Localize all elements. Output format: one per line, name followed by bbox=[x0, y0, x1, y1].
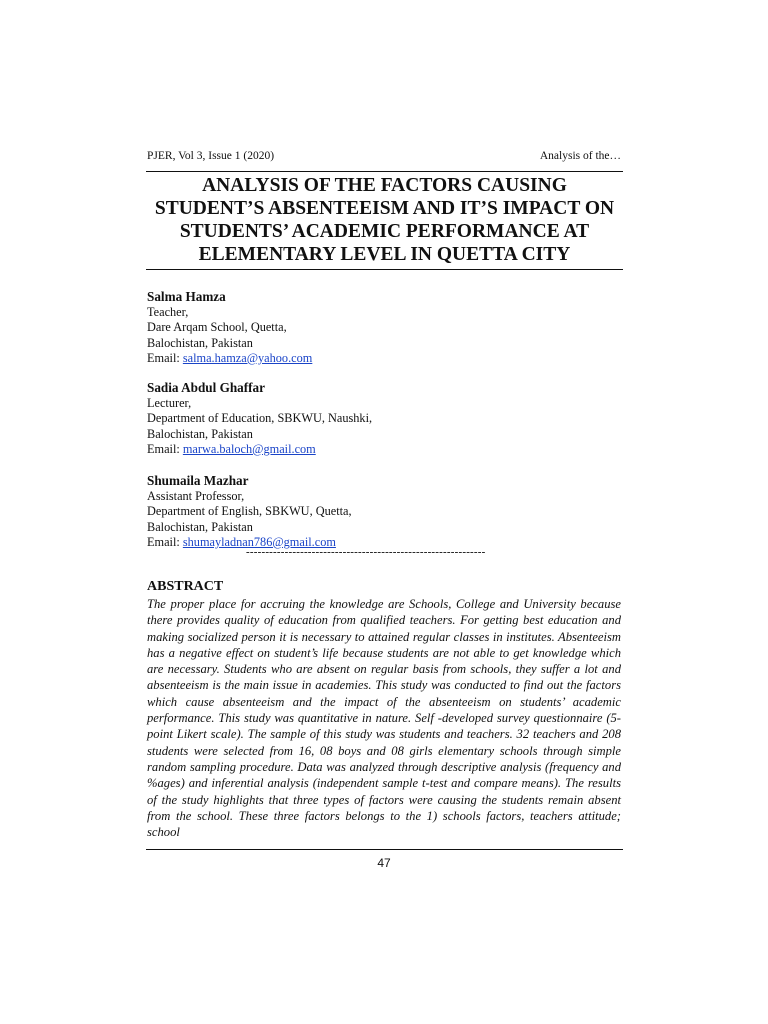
author-name: Salma Hamza bbox=[147, 289, 226, 304]
running-title: Analysis of the… bbox=[539, 150, 621, 162]
abstract-text: The proper place for accruing the knowledge are Schools, College and University because there provides quality of education from qualified teachers. For getting best education and making socialized person it is necessary to attained regular classes in institutes. Absenteeism has a negative effect on student’s life because students are not able to get knowledge which are necessary. Students who are absent on regular basis from schools, they suffer a lot and absenteeism is the main issue in academies. This study was conducted to find out the factors which cause absenteeism and the impact of the absenteeism on students’ academic performance. This study was quantitative in nature. Self -developed survey questionnaire (5-point Likert scale). The sample of this study was students and teachers. 32 teachers and 208 students were selected from 16, 08 boys and 08 girls elementary schools through simple random sampling procedure. Data was analyzed through descriptive analysis (frequency and %ages) and inferential analysis (independent sample t-test and compare means). The results of the study highlights that three types of factors were causing the students remain absent from the school. These three factors belongs to the 1) schools factors, teachers attitude; school bbox=[147, 597, 621, 840]
author-email-link[interactable]: marwa.baloch@gmail.com bbox=[182, 441, 316, 456]
author-name: Shumaila Mazhar bbox=[147, 473, 249, 488]
author-role: Lecturer, bbox=[147, 396, 192, 411]
footer-rule bbox=[146, 849, 623, 850]
author-block bbox=[147, 380, 621, 457]
author-affiliation: Dare Arqam School, Quetta, bbox=[147, 320, 287, 335]
author-block bbox=[147, 289, 621, 366]
author-role: Teacher, bbox=[147, 305, 189, 320]
email-label: Email: bbox=[147, 441, 183, 456]
author-affiliation: Department of English, SBKWU, Quetta, bbox=[147, 504, 352, 519]
title-bottom-rule bbox=[146, 269, 623, 270]
author-affiliation: Department of Education, SBKWU, Naushki, bbox=[147, 411, 373, 426]
author-location: Balochistan, Pakistan bbox=[147, 335, 253, 350]
author-email-line bbox=[147, 442, 621, 457]
author-block bbox=[147, 473, 621, 550]
dashed-separator: -------------------------------------------------------------- bbox=[246, 546, 486, 558]
title-top-rule bbox=[146, 171, 623, 172]
page-number: 47 bbox=[377, 856, 391, 870]
author-email-link[interactable]: shumayladnan786@gmail.com bbox=[182, 534, 336, 549]
paper-title: ANALYSIS OF THE FACTORS CAUSING STUDENT’S ABSENTEEISM AND IT’S IMPACT ON STUDENTS’ ACADEMIC PERFORMANCE AT ELEMENTARY LEVEL IN QUETTA CITY bbox=[154, 175, 615, 265]
journal-citation: PJER, Vol 3, Issue 1 (2020) bbox=[147, 150, 275, 162]
abstract-heading: ABSTRACT bbox=[147, 579, 224, 594]
email-label: Email: bbox=[147, 534, 183, 549]
author-location: Balochistan, Pakistan bbox=[147, 426, 253, 441]
running-header bbox=[147, 150, 621, 162]
author-role: Assistant Professor, bbox=[147, 489, 245, 504]
author-email-line bbox=[147, 351, 621, 366]
author-email-link[interactable]: salma.hamza@yahoo.com bbox=[182, 350, 313, 365]
author-location: Balochistan, Pakistan bbox=[147, 519, 253, 534]
email-label: Email: bbox=[147, 350, 183, 365]
author-name: Sadia Abdul Ghaffar bbox=[147, 380, 265, 395]
